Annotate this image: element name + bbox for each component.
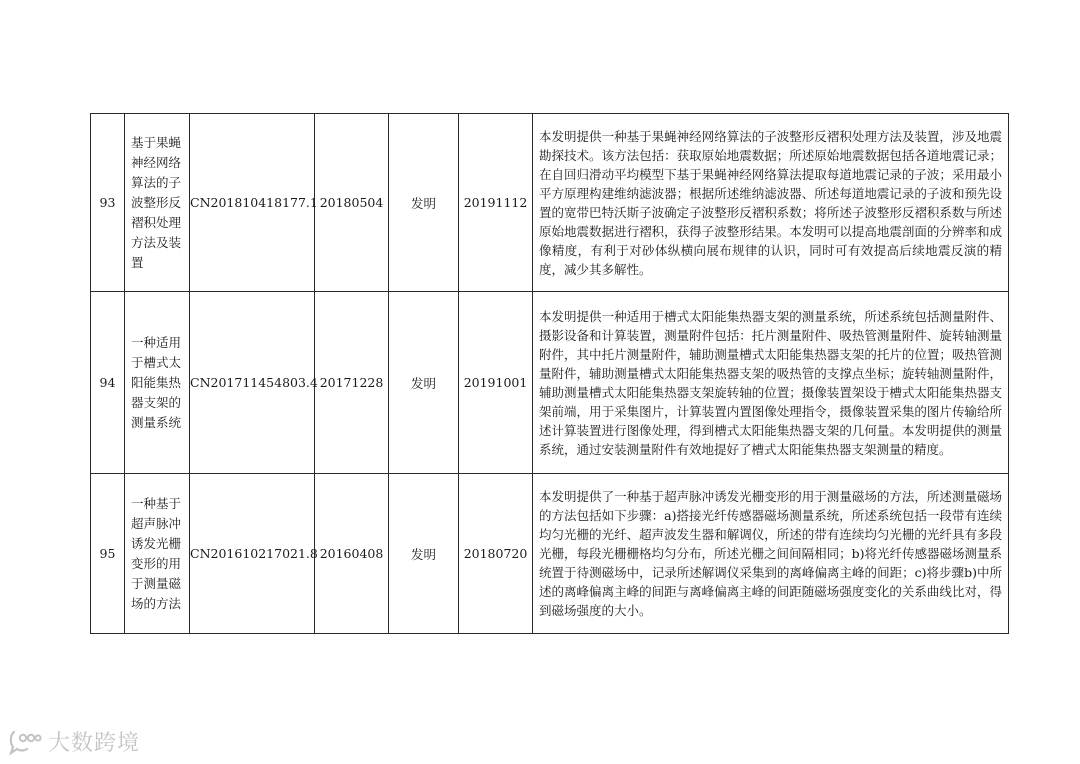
patent-name: 一种适用于槽式太阳能集热器支架的测量系统 <box>125 292 190 474</box>
patent-abstract: 本发明提供了一种基于超声脉冲诱发光栅变形的用于测量磁场的方法，所述测量磁场的方法包括如下步骤：a)搭接光纤传感器磁场测量系统，所述系统包括一段带有连续均匀光栅的光纤、超声波发生器和解调仪，所述的带有连续均匀光栅的光纤具有多段光栅，每段光栅栅格均匀分布，所述光栅之间间隔相同；b)将光纤传感器磁场测量系统置于待测磁场中，记录所述解调仪采集到的离峰偏离主峰的间距；c)将步骤b)中所述的离峰偏离主峰的间距与离峰偏离主峰的间距随磁场强度变化的关系曲线比对，得到磁场强度的大小。 <box>533 474 1009 634</box>
patent-abstract: 本发明提供一种适用于槽式太阳能集热器支架的测量系统，所述系统包括测量附件、摄影设备和计算装置，测量附件包括：托片测量附件、吸热管测量附件、旋转轴测量附件，其中托片测量附件，辅助测量槽式太阳能集热器支架的托片的位置；吸热管测量附件，辅助测量槽式太阳能集热器支架的吸热管的支撑点坐标；旋转轴测量附件，辅助测量槽式太阳能集热器支架旋转轴的位置；摄像装置架设于槽式太阳能集热器支架前端，用于采集图片，计算装置内置图像处理指令，摄像装置采集的图片传输给所述计算装置进行图像处理，得到槽式太阳能集热器支架的几何量。本发明提供的测量系统，通过安装测量附件有效地提好了槽式太阳能集热器支架测量的精度。 <box>533 292 1009 474</box>
application-number: CN201711454803.4 <box>190 292 315 474</box>
row-number: 93 <box>91 114 125 292</box>
application-date: 20160408 <box>315 474 389 634</box>
patent-abstract: 本发明提供一种基于果蝇神经网络算法的子波整形反褶积处理方法及装置，涉及地震勘探技术。该方法包括：获取原始地震数据；所述原始地震数据包括各道地震记录；在自回归滑动平均模型下基于果蝇神经网络算法提取每道地震记录的子波；采用最小平方原理构建维纳滤波器；根据所述维纳滤波器、所述每道地震记录的子波和预先设置的宽带巴特沃斯子波确定子波整形反褶积系数；将所述子波整形反褶积系数与所述原始地震数据进行褶积，获得子波整形结果。本发明可以提高地震剖面的分辨率和成像精度，有利于对砂体纵横向展布规律的认识，同时可有效提高后续地震反演的精度，减少其多解性。 <box>533 114 1009 292</box>
patent-table <box>90 113 1009 634</box>
speech-bubble-logo-icon <box>8 729 42 755</box>
application-number: CN201810418177.1 <box>190 114 315 292</box>
table-row <box>91 474 1009 634</box>
watermark <box>8 726 140 757</box>
patent-type: 发明 <box>389 474 459 634</box>
row-number: 95 <box>91 474 125 634</box>
application-date: 20180504 <box>315 114 389 292</box>
patent-type: 发明 <box>389 114 459 292</box>
patent-name: 基于果蝇神经网络算法的子波整形反褶积处理方法及装置 <box>125 114 190 292</box>
watermark-text: 大数跨境 <box>48 731 141 756</box>
patent-name: 一种基于超声脉冲诱发光栅变形的用于测量磁场的方法 <box>125 474 190 634</box>
grant-date: 20180720 <box>459 474 533 634</box>
application-number: CN201610217021.8 <box>190 474 315 634</box>
patent-type: 发明 <box>389 292 459 474</box>
grant-date: 20191001 <box>459 292 533 474</box>
row-number: 94 <box>91 292 125 474</box>
table-row <box>91 114 1009 292</box>
table-row <box>91 292 1009 474</box>
grant-date: 20191112 <box>459 114 533 292</box>
application-date: 20171228 <box>315 292 389 474</box>
